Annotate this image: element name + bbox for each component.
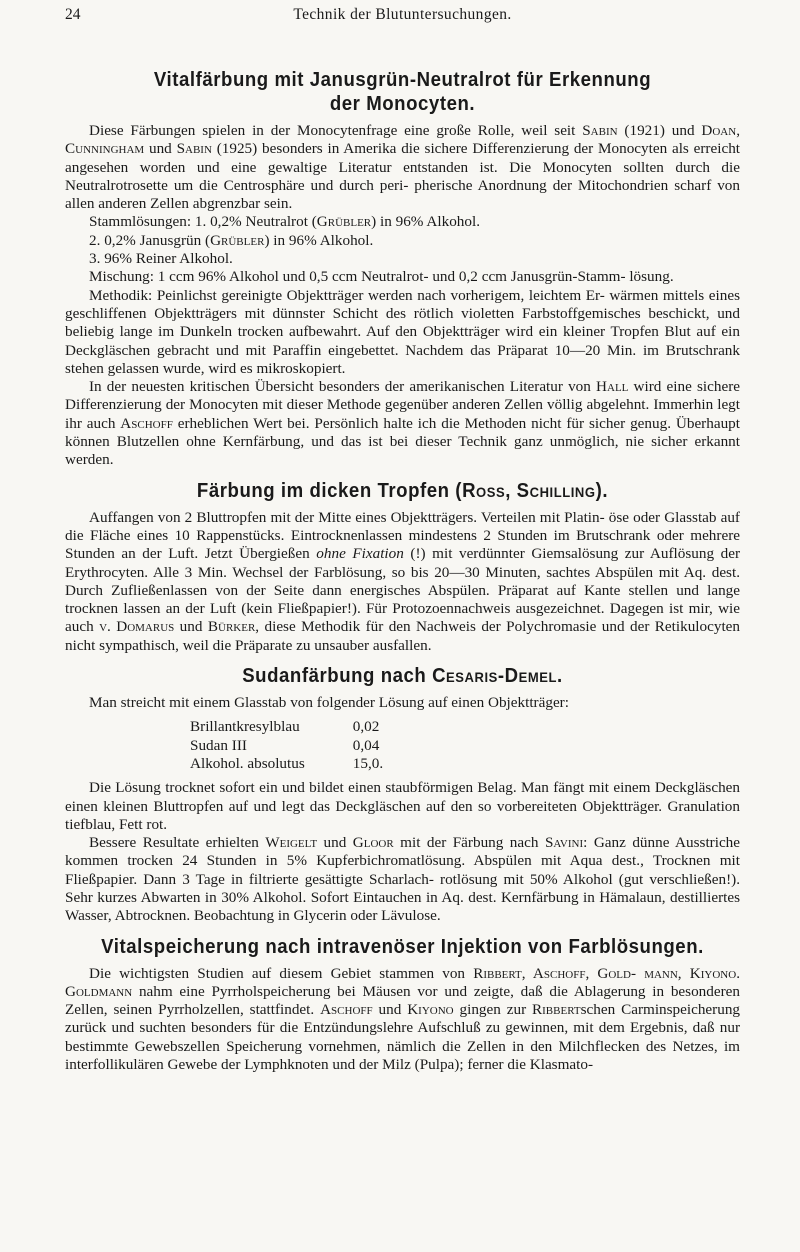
author-name: Grübler: [316, 213, 372, 231]
author-name: Bürker: [207, 618, 256, 636]
page-number: 24: [65, 6, 81, 23]
section-heading-vitalfaerbung: [89, 68, 717, 116]
paragraph: In der neuesten kritischen Übersicht besonders der amerikanischen Literatur von Hall wird eine sichere Differenzierung der Monocyten mit dieser Methode gegenüber anderen Zellen völlig abgelehnt. Immerhin legt ihr auch Aschoff erheblichen Wert bei. Persönlich halte ich die Methoden nicht für sicher genug. Überhaupt können Blutzellen ohne Kernfärbung, und das ist bei dieser Technik ganz unmöglich, nie sicher erkannt werden.: [65, 378, 741, 469]
emphasis: ohne Fixation: [316, 545, 404, 563]
author-name: Gloor: [352, 834, 394, 852]
running-title: Technik der Blutuntersuchungen.: [293, 6, 512, 23]
author-name: Ross, Schilling: [462, 479, 596, 502]
paragraph-intro: Man streicht mit einem Glasstab von folgender Lösung auf einen Objektträger:: [89, 694, 569, 712]
author-name: Cesaris-Demel: [432, 665, 558, 688]
author-name: Grübler: [210, 231, 265, 249]
section-heading-dicker-tropfen: Färbung im dicken Tropfen (Ross, Schilling).: [196, 479, 609, 502]
stock-solution-line: Stammlösungen: 1. 0,2% Neutralrot (Grübler) in 96% Alkohol.: [89, 213, 480, 231]
author-name: Weigelt: [265, 834, 318, 852]
ingredient-amount: 15,0.: [352, 754, 384, 772]
stock-solutions: [65, 213, 740, 268]
author-name: Sabin: [582, 122, 618, 139]
ingredient-row: [190, 718, 383, 736]
author-name: Ribbert, Aschoff, Gold- mann, Kiyono: [473, 964, 737, 982]
ingredient-amount: 0,04: [352, 736, 380, 754]
section-heading-sudanfaerbung: Sudanfärbung nach Cesaris-Demel.: [242, 665, 563, 688]
paragraph: Die Lösung trocknet sofort ein und bildet einen staubförmigen Belag. Man fängt mit einem Deckgläschen einen kleinen Bluttropfen auf und legt das Deckgläschen auf den so vorbereiteten Objektträger. Granulation tiefblau, Fett rot.: [65, 779, 740, 833]
section-heading-vitalspeicherung: Vitalspeicherung nach intravenöser Injektion von Farblösungen.: [101, 935, 704, 958]
paragraph: Die wichtigsten Studien auf diesem Gebiet stammen von Ribbert, Aschoff, Gold- mann, Kiyono. Goldmann nahm eine Pyrrholspeicherung bei Mäusen vor und zeigte, daß die Ablagerung in besonderen Zellen, seinen Pyrrholzellen, stattfindet. Aschoff und Kiyono gingen zur Ribbertschen Carminspeicherung zurück und suchten besonders für die Entzündungslehre Aufschluß zu gewinnen, mit dem Ergebnis, daß nur bestimmte Gewebszellen Speicherung vornehmen, nämlich die Zellen in den Milchflecken des Netzes, im interfollikulären Gewebe der Lymphknoten und der Milz (Pulpa); ferner die Klasmato-: [65, 964, 741, 1074]
paragraph: Bessere Resultate erhielten Weigelt und Gloor mit der Färbung nach Savini: Ganz dünne Ausstriche kommen trocken 24 Stunden in 5% Kupferbichromatlösung. Abspülen mit Aqua dest., Trocknen mit Fließpapier. Dann 3 Tage in filtrierte gesättigte Scharlach- rotlösung mit 50% Alkohol (gut verschließen!). Sehr kurzes Abwarten in 30% Alkohol. Sofort Eintauchen in Aq. dest. Kernfärbung in Hämalaun, destilliertes Wasser, Abtrocknen. Beobachtung in Glycerin oder Lävulose.: [65, 834, 741, 925]
author-name: Kiyono: [407, 1001, 454, 1019]
page-header: [65, 6, 740, 26]
author-name: Doan: [701, 122, 737, 139]
author-name: Aschoff: [120, 414, 173, 432]
author-name: Sabin: [176, 140, 212, 158]
ingredient-name: Sudan III: [190, 736, 247, 754]
ingredient-row: [190, 755, 383, 773]
author-name: Hall: [596, 378, 629, 396]
ingredient-table: [190, 718, 383, 773]
author-name: Goldmann: [65, 982, 133, 1000]
ingredient-amount: 0,02: [352, 718, 380, 736]
paragraph: Diese Färbungen spielen in der Monocytenfrage eine große Rolle, weil seit Sabin (1921) und Doan, Cunningham und Sabin (1925) besonders in Amerika die sichere Differenzierung der Monocyten als erreicht angesehen worden und eine gewaltige Literatur entstanden ist. Die Monocyten sollten durch die Neutralrotrosette um die Centrosphäre und durch peri- pherische Anordnung der Mitochondrien scharf von allen anderen Zellen abgrenzbar sein.: [65, 122, 741, 213]
author-name: v. Domarus: [99, 618, 175, 636]
paragraph-methodik: Methodik: Peinlichst gereinigte Objektträger werden nach vorherigem, leichtem Er- wärmen mittels eines geschliffenen Objektträgers mit dünnster Schicht des rötlich violetten Farbstoffgemisches beschickt, und beliebig lange im Dunkeln trocken aufbewahrt. Auf den Objektträger wird ein kleiner Tropfen Blut auf ein Deckgläschen gebracht und mit Paraffin eingebettet. Nachdem das Präparat 10—20 Min. im Brutschrank stehen gelassen wurde, wird es mikroskopiert.: [65, 286, 740, 377]
paragraph: Auffangen von 2 Bluttropfen mit der Mitte eines Objektträgers. Verteilen mit Platin- öse oder Glasstab auf die Fläche eines 10 Rappenstücks. Eintrocknenlassen mindestens 2 Stunden im Brutschrank oder mehrere Stunden an der Luft. Jetzt Übergießen ohne Fixation (!) mit verdünnter Giemsalösung zur Auflösung der Erythrocyten. Alle 3 Min. Wechsel der Farblösung, so bis 20—30 Minuten, sachtes Abspülen mit Aq. dest. Durch Zufließenlassen von der Seite dann energisches Abspülen. Präparat auf Kante stellen und lange trocknen lassen an der Luft (kein Fließpapier!). Für Protozoennachweis ausgezeichnet. Dagegen ist mir, wie auch v. Domarus und Bürker, diese Methodik für den Nachweis der Polychromasie und der Retikulocyten nicht sympathisch, weil die Präparate zu unsauber ausfallen.: [65, 508, 741, 654]
author-name: Cunningham: [65, 140, 145, 158]
author-name: Aschoff: [320, 1001, 373, 1019]
ingredient-name: Alkohol. absolutus: [190, 754, 305, 772]
author-name: Savini: [544, 834, 584, 852]
stock-solution-line: 2. 0,2% Janusgrün (Grübler) in 96% Alkohol.: [89, 231, 374, 249]
author-name: Ribbert: [532, 1001, 581, 1019]
page-content: [65, 68, 740, 1074]
stock-solution-line: 3. 96% Reiner Alkohol.: [89, 250, 233, 268]
ingredient-name: Brillantkresylblau: [190, 718, 300, 736]
ingredient-row: [190, 737, 383, 755]
heading-line: der Monocyten.: [329, 93, 476, 115]
paragraph-mischung: Mischung: 1 ccm 96% Alkohol und 0,5 ccm Neutralrot- und 0,2 ccm Janusgrün-Stamm- lösung.: [89, 268, 674, 286]
heading-line: Vitalfärbung mit Janusgrün-Neutralrot für Erkennung: [153, 69, 652, 91]
